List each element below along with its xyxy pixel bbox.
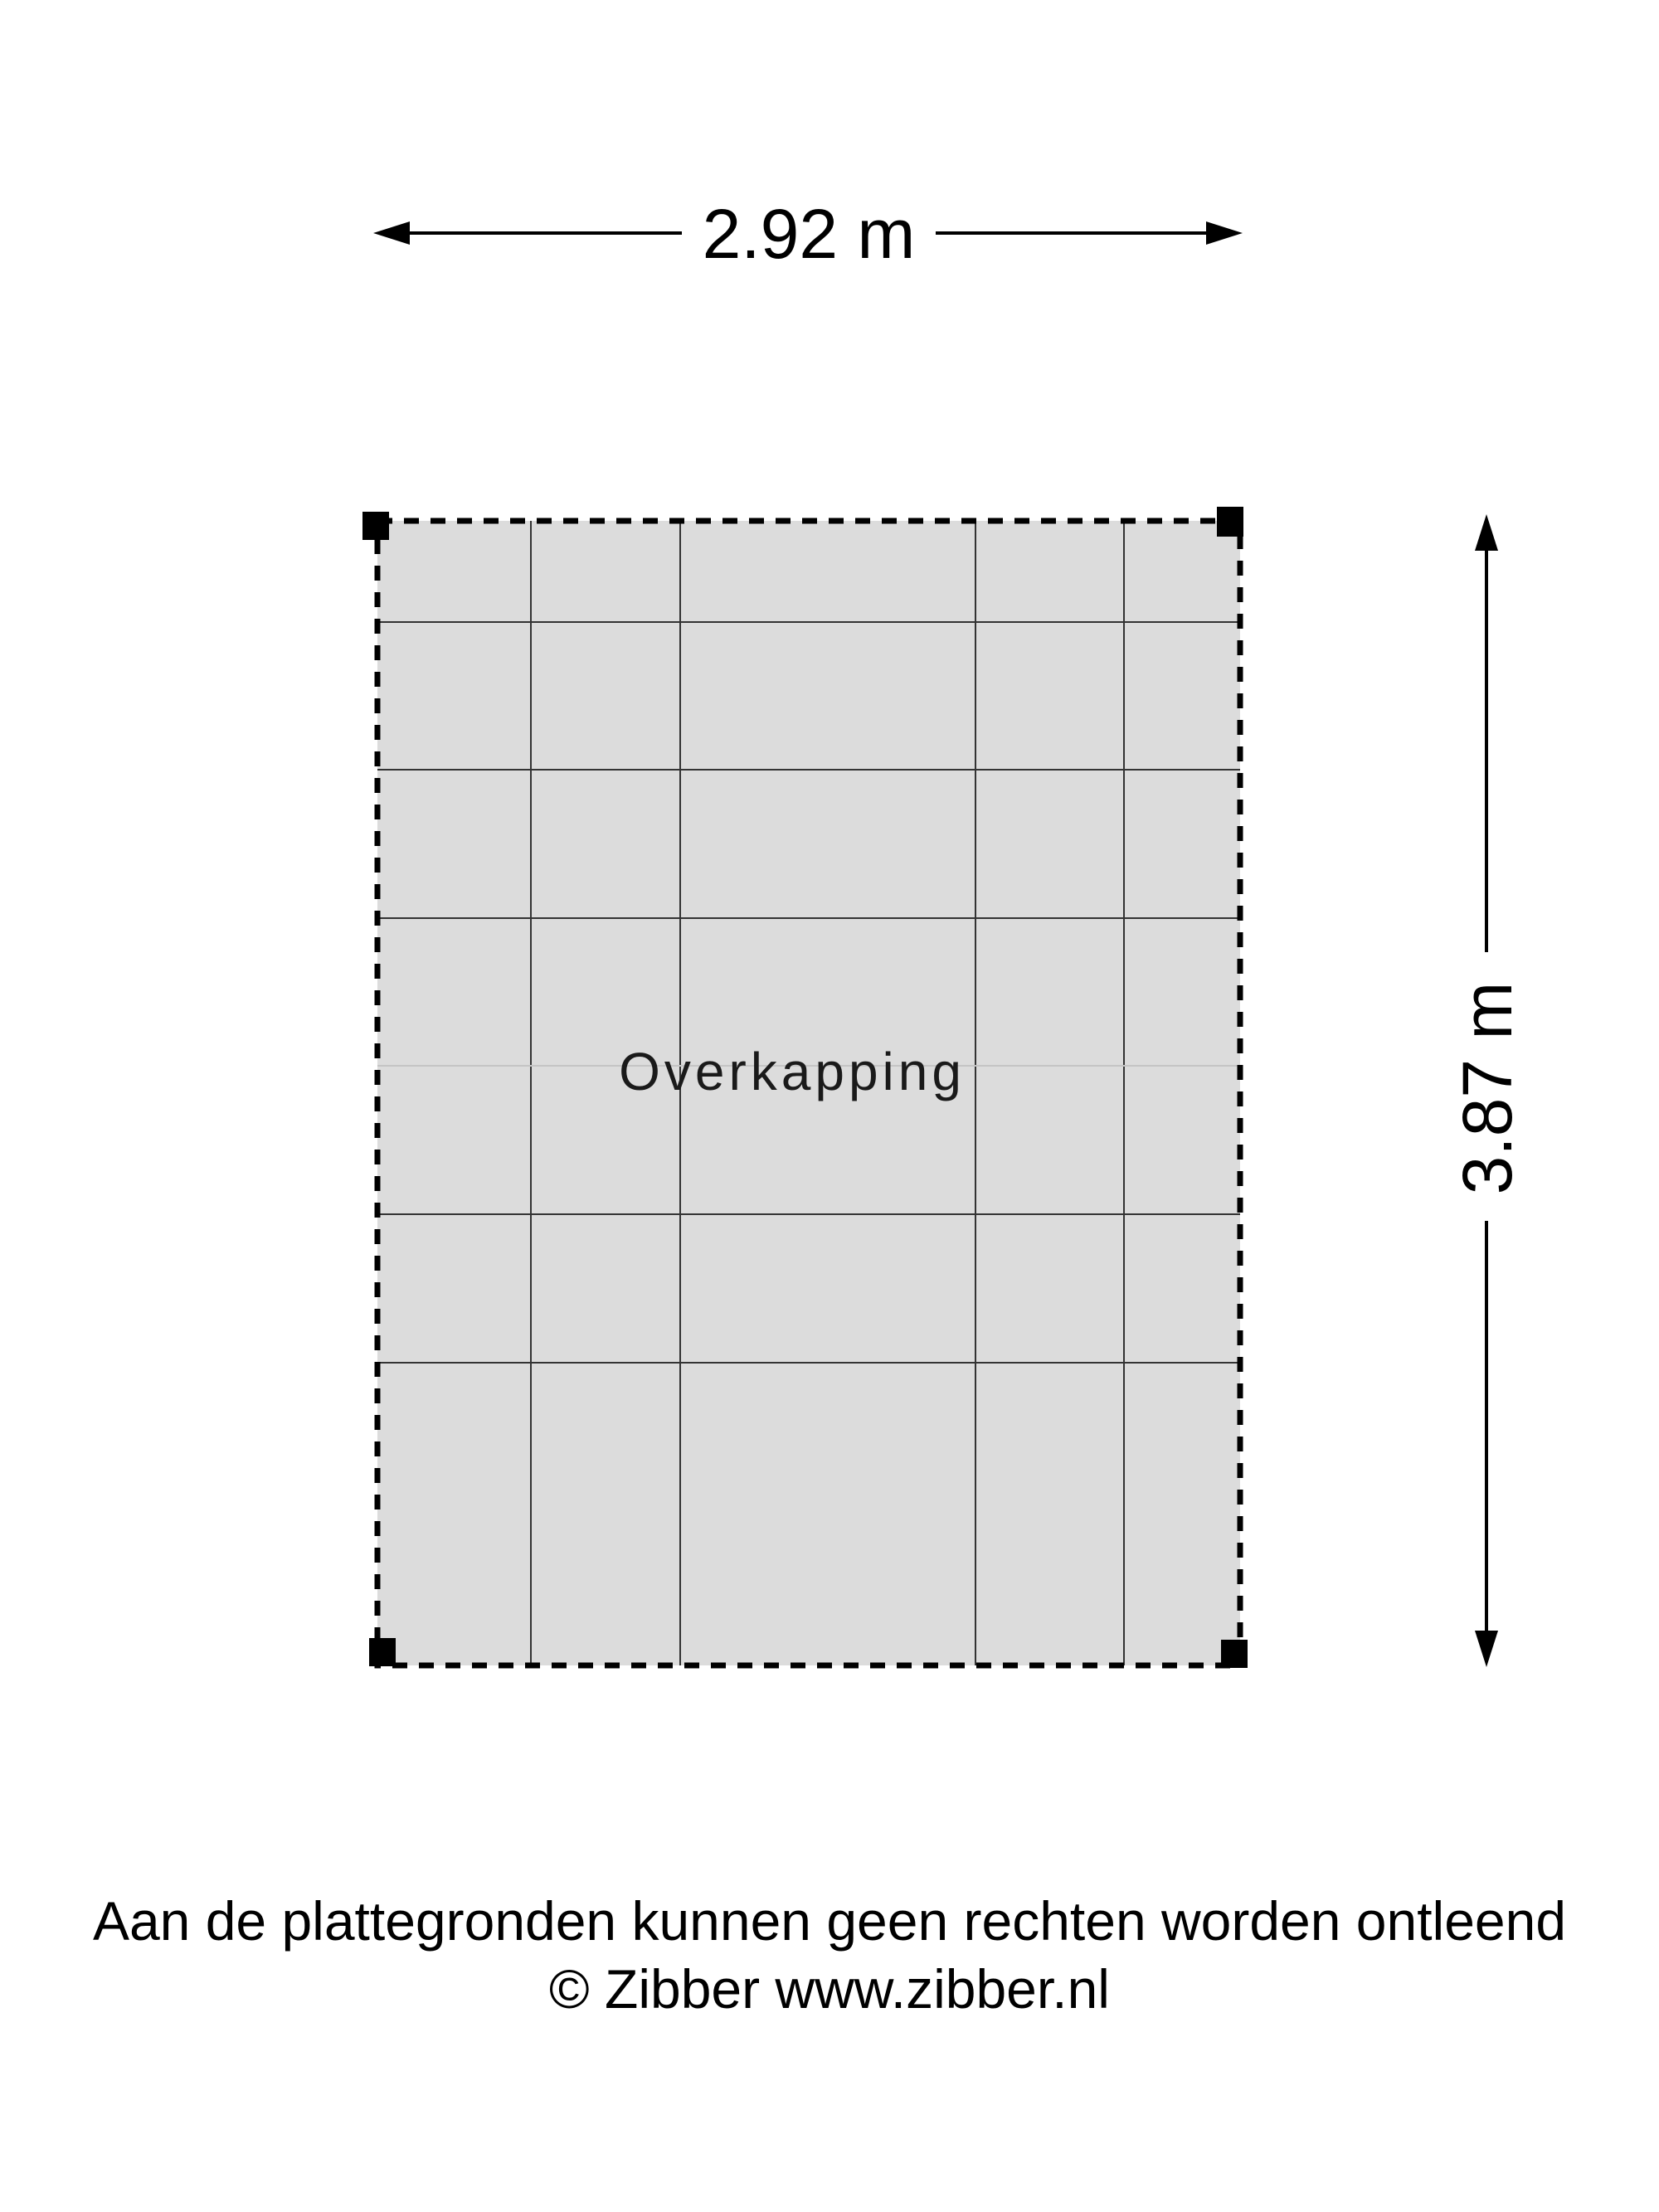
room-label: Overkapping <box>619 1042 966 1101</box>
arrow-down-icon <box>1475 1631 1498 1667</box>
width-dimension-label: 2.92 m <box>702 195 916 273</box>
corner-marker-top-left <box>362 512 389 540</box>
arrow-right-icon <box>1206 221 1243 245</box>
arrow-up-icon <box>1475 514 1498 551</box>
corner-marker-top-right <box>1217 507 1243 537</box>
height-dimension-label: 3.87 m <box>1448 981 1526 1195</box>
footer-disclaimer: Aan de plattegronden kunnen geen rechten worden ontleend <box>92 1890 1567 1952</box>
corner-marker-bottom-left <box>369 1638 396 1666</box>
footer-copyright: © Zibber www.zibber.nl <box>549 1958 1110 2020</box>
arrow-left-icon <box>373 221 410 245</box>
corner-marker-bottom-right <box>1221 1640 1248 1668</box>
